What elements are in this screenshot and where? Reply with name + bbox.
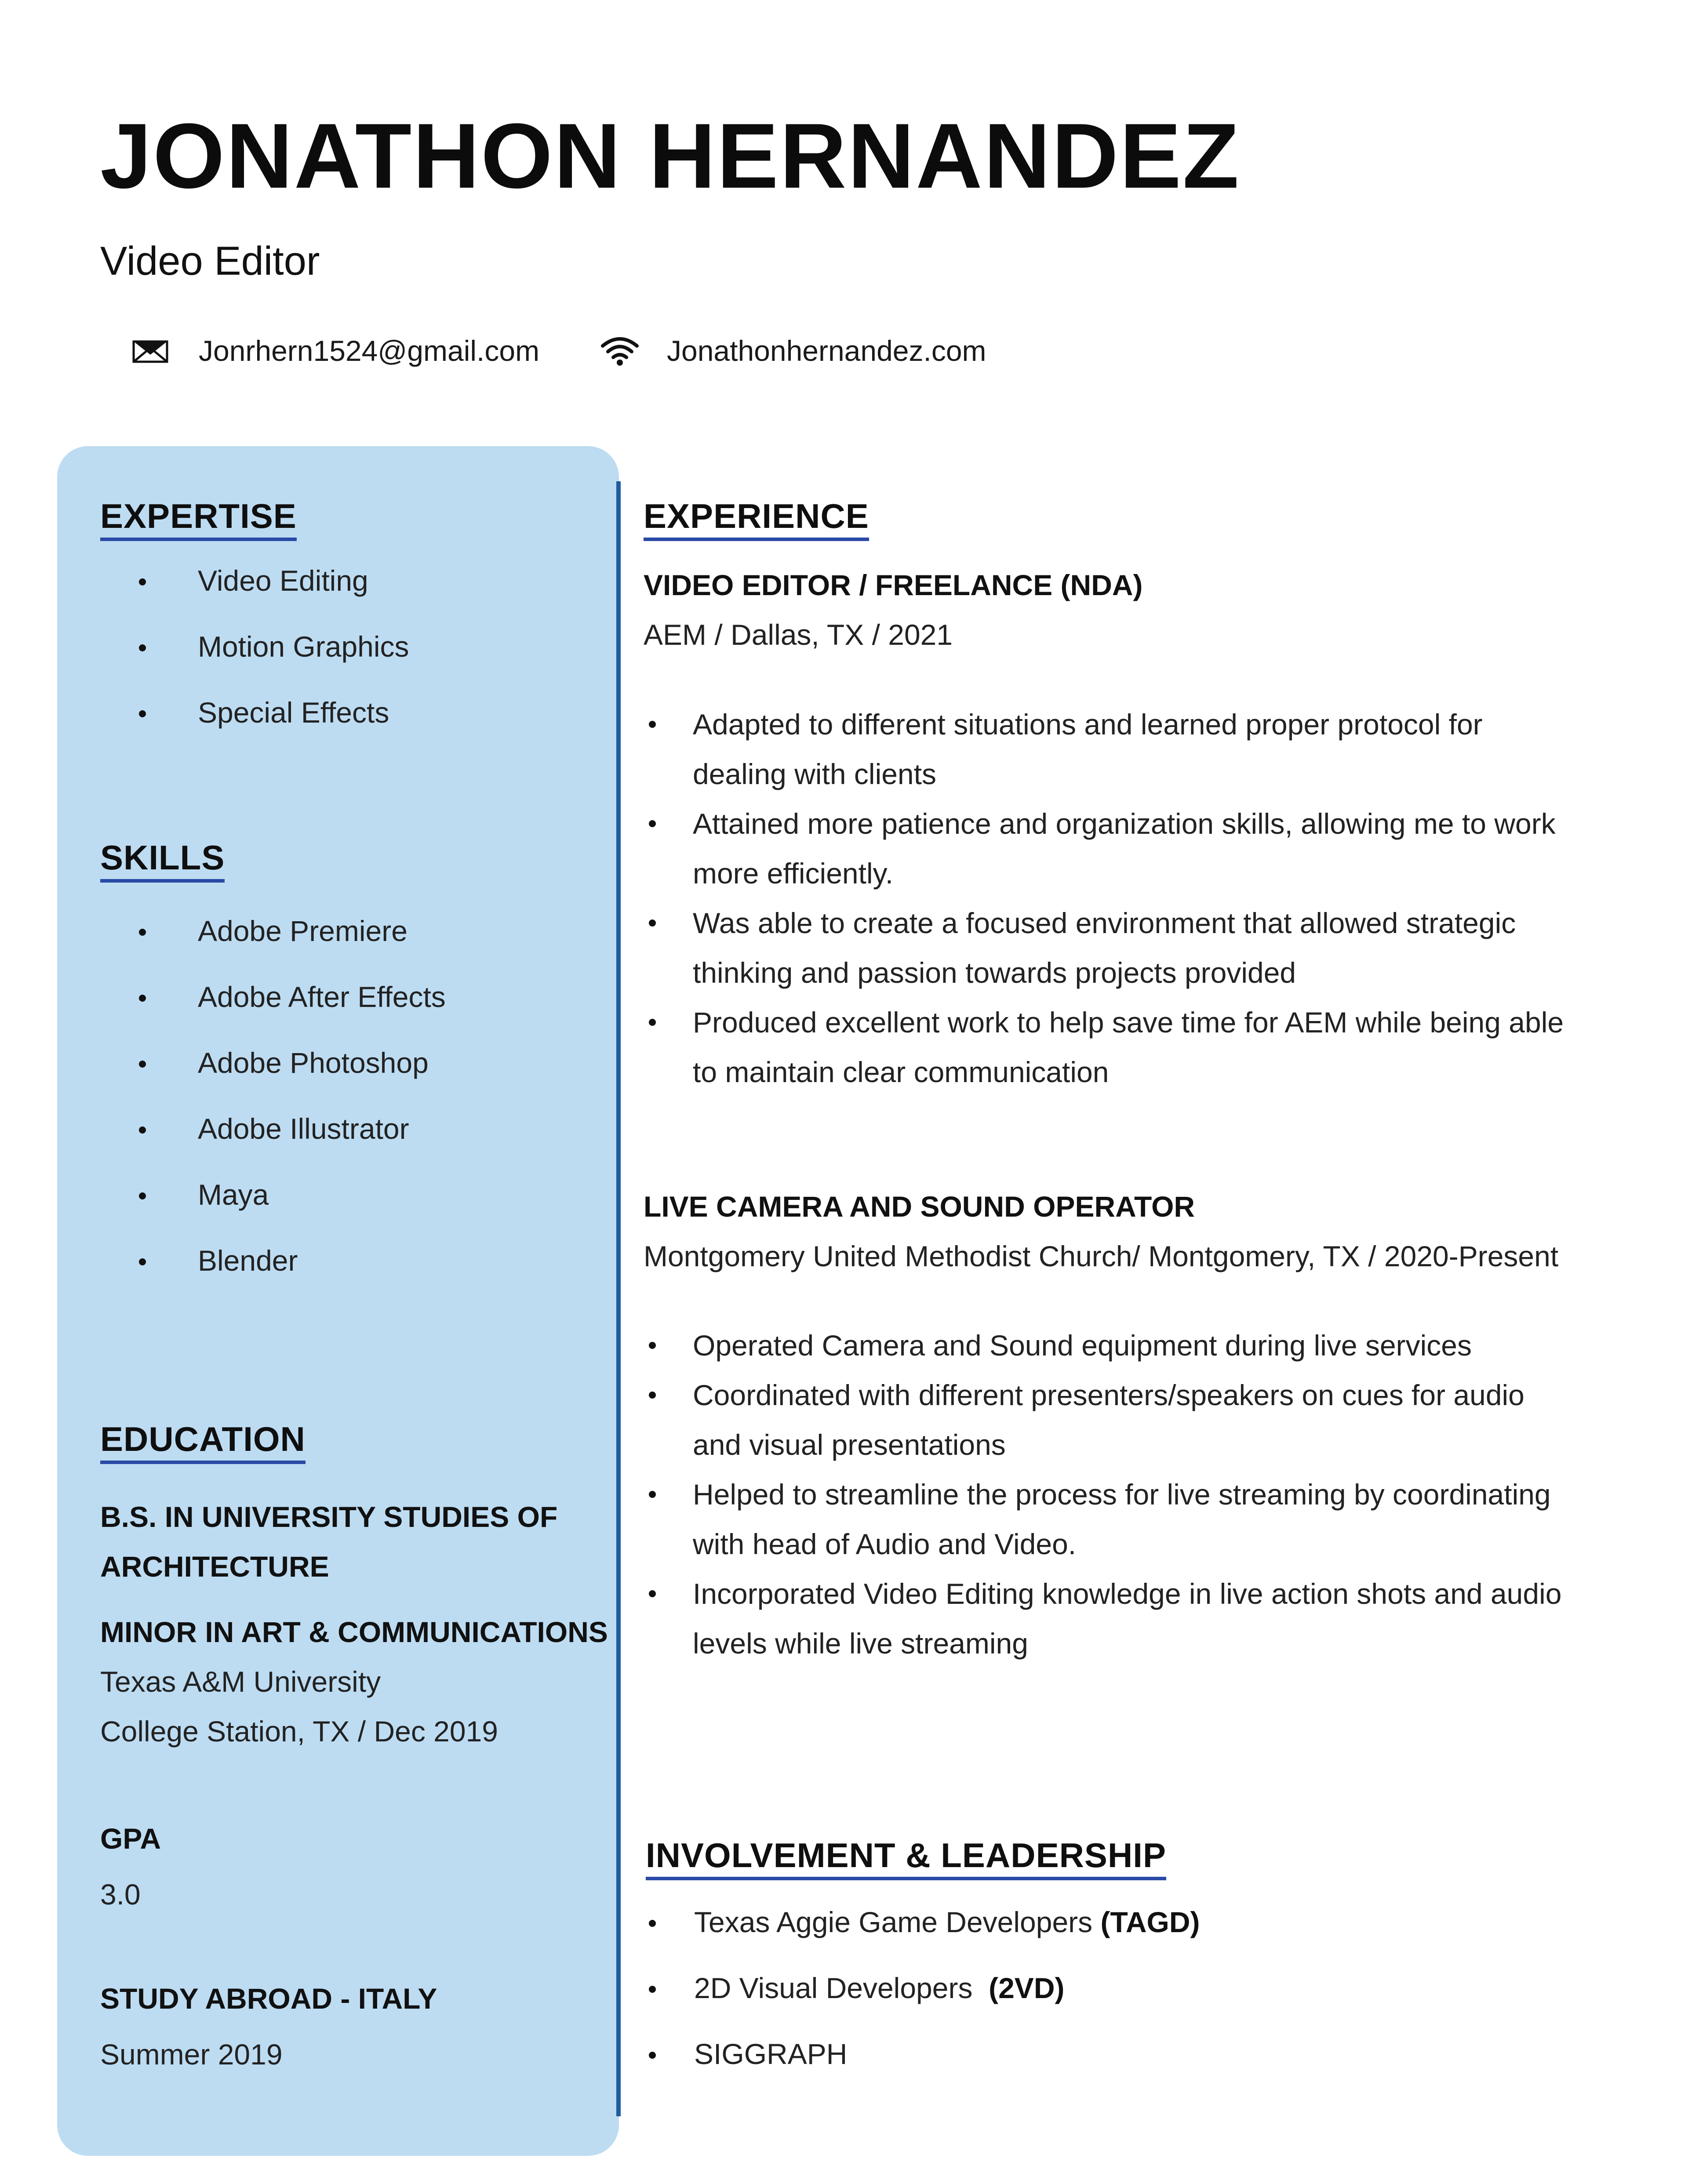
- list-item: SIGGRAPH: [644, 2039, 1200, 2105]
- list-item: Texas Aggie Game Developers (TAGD): [644, 1908, 1200, 1973]
- list-item: Adobe Photoshop: [100, 1048, 446, 1114]
- contact-website: [600, 334, 986, 367]
- skills-heading: SKILLS: [100, 840, 225, 883]
- list-item: Produced excellent work to help save time for AEM while being able to maintain clear communication: [644, 998, 1564, 1097]
- candidate-name: JONATHON HERNANDEZ: [100, 104, 1241, 207]
- bullet-icon: [139, 995, 146, 1002]
- expertise-heading: EXPERTISE: [100, 499, 297, 541]
- website-link[interactable]: Jonathonhernandez.com: [667, 334, 986, 367]
- list-item: Was able to create a focused environment that allowed strategic thinking and passion towards projects provided: [644, 898, 1564, 998]
- bullet-icon: [649, 820, 656, 827]
- bullet-icon: [139, 1061, 146, 1068]
- job-role: LIVE CAMERA AND SOUND OPERATOR: [644, 1190, 1195, 1223]
- minor: MINOR IN ART & COMMUNICATIONS: [100, 1616, 608, 1648]
- involvement-list: [644, 1908, 1200, 2105]
- study-abroad-date: Summer 2019: [100, 2038, 283, 2071]
- involvement-heading: INVOLVEMENT & LEADERSHIP: [646, 1838, 1166, 1880]
- bullet-icon: [139, 1258, 146, 1265]
- bullet-icon: [139, 1192, 146, 1199]
- wifi-icon: [600, 335, 640, 366]
- job-bullets: [644, 700, 1564, 1097]
- gpa-value: 3.0: [100, 1878, 141, 1911]
- list-item: Operated Camera and Sound equipment during live services: [644, 1321, 1561, 1370]
- list-item: Blender: [100, 1246, 446, 1312]
- job-title: Video Editor: [100, 239, 320, 283]
- list-item: Adobe Illustrator: [100, 1114, 446, 1180]
- job-meta: AEM / Dallas, TX / 2021: [644, 618, 953, 651]
- column-divider: [616, 481, 621, 2116]
- list-item: Coordinated with different presenters/speakers on cues for audio and visual presentations: [644, 1370, 1561, 1470]
- bullet-icon: [649, 919, 656, 927]
- bullet-icon: [649, 1920, 656, 1927]
- list-item: Helped to streamline the process for live streaming by coordinating with head of Audio and Video.: [644, 1470, 1561, 1569]
- education-heading: EDUCATION: [100, 1422, 306, 1464]
- bullet-icon: [649, 1342, 656, 1349]
- study-abroad-label: STUDY ABROAD - ITALY: [100, 1982, 437, 2015]
- list-item: Adapted to different situations and learned proper protocol for dealing with clients: [644, 700, 1564, 799]
- list-item: Adobe Premiere: [100, 916, 446, 982]
- bullet-icon: [139, 578, 146, 585]
- gpa-label: GPA: [100, 1822, 161, 1855]
- bullet-icon: [649, 1392, 656, 1399]
- job-bullets: [644, 1321, 1561, 1668]
- list-item: Adobe After Effects: [100, 982, 446, 1048]
- bullet-icon: [139, 644, 146, 651]
- bullet-icon: [139, 710, 146, 717]
- degree-line-2: ARCHITECTURE: [100, 1550, 329, 1583]
- bullet-icon: [139, 929, 146, 936]
- experience-heading: EXPERIENCE: [644, 499, 869, 541]
- list-item: 2D Visual Developers (2VD): [644, 1973, 1200, 2039]
- job-meta: Montgomery United Methodist Church/ Montgomery, TX / 2020-Present: [644, 1240, 1559, 1272]
- list-item: Video Editing: [100, 566, 409, 632]
- bullet-icon: [649, 2052, 656, 2059]
- degree-line-1: B.S. IN UNIVERSITY STUDIES OF: [100, 1501, 558, 1533]
- list-item: Attained more patience and organization skills, allowing me to work more efficiently.: [644, 799, 1564, 898]
- bullet-icon: [139, 1127, 146, 1134]
- contact-email: [132, 334, 539, 367]
- email-link[interactable]: Jonrhern1524@gmail.com: [199, 334, 540, 367]
- list-item: Motion Graphics: [100, 632, 409, 698]
- list-item: Special Effects: [100, 698, 409, 764]
- bullet-icon: [649, 1019, 656, 1026]
- school-location-date: College Station, TX / Dec 2019: [100, 1715, 498, 1748]
- school-name: Texas A&M University: [100, 1665, 381, 1698]
- skills-list: [100, 916, 446, 1312]
- bullet-icon: [649, 721, 656, 728]
- list-item: Maya: [100, 1180, 446, 1246]
- bullet-icon: [649, 1491, 656, 1498]
- job-role: VIDEO EDITOR / FREELANCE (NDA): [644, 569, 1143, 601]
- envelope-icon: [132, 335, 171, 366]
- bullet-icon: [649, 1590, 656, 1597]
- list-item: Incorporated Video Editing knowledge in live action shots and audio levels while live streaming: [644, 1569, 1561, 1668]
- expertise-list: [100, 566, 409, 764]
- bullet-icon: [649, 1986, 656, 1993]
